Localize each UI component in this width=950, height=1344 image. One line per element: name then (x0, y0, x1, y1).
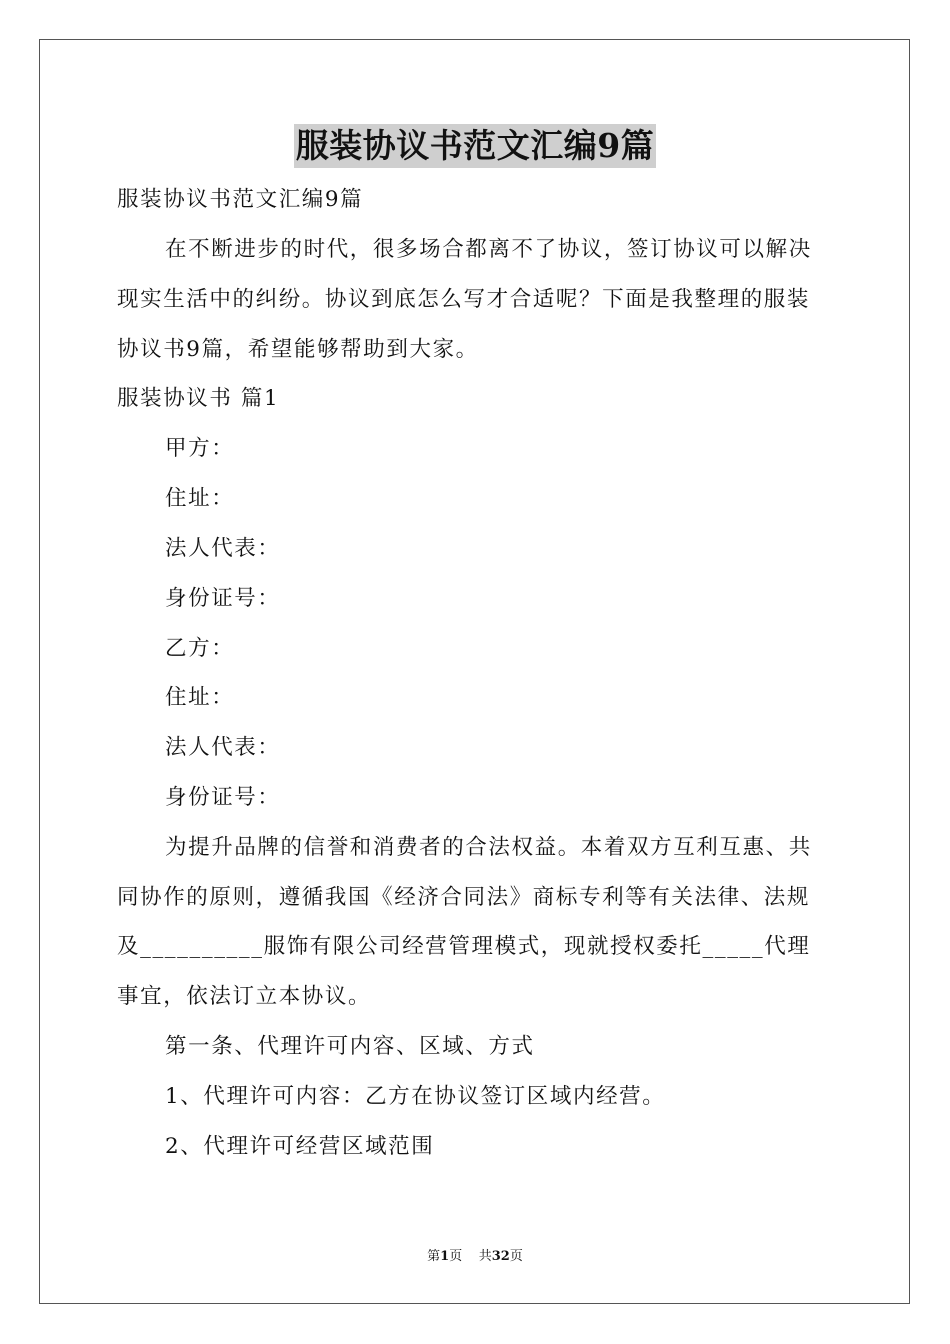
body-line: 事宜，依法订立本协议。 (117, 984, 372, 1009)
field-address: 住址： (165, 486, 235, 511)
page-footer (0, 1248, 950, 1266)
article-heading: 第一条、代理许可内容、区域、方式 (165, 1034, 535, 1059)
total-suffix: 页 (509, 1249, 523, 1264)
document-subtitle: 服装协议书范文汇编9篇 (117, 187, 364, 212)
page-suffix: 页 (449, 1249, 463, 1264)
field-legal-representative: 法人代表： (165, 735, 281, 760)
intro-line: 在不断进步的时代，很多场合都离不了协议，签订协议可以解决 (165, 237, 812, 262)
intro-line: 现实生活中的纠纷。协议到底怎么写才合适呢？下面是我整理的服装 (117, 287, 811, 312)
total-prefix: 共 (478, 1249, 492, 1264)
field-party-a: 甲方： (165, 436, 235, 461)
list-item: 2、代理许可经营区域范围 (165, 1134, 435, 1159)
body-line: 为提升品牌的信誉和消费者的合法权益。本着双方互利互惠、共 (165, 835, 812, 860)
field-address: 住址： (165, 685, 235, 710)
field-id-number: 身份证号： (165, 586, 281, 611)
title-block (0, 124, 950, 168)
intro-line: 协议书9篇，希望能够帮助到大家。 (117, 337, 479, 362)
document-title: 服装协议书范文汇编9篇 (294, 124, 656, 168)
field-id-number: 身份证号： (165, 785, 281, 810)
field-party-b: 乙方： (165, 636, 235, 661)
page-prefix: 第 (427, 1249, 441, 1264)
body-line: 同协作的原则，遵循我国《经济合同法》商标专利等有关法律、法规 (117, 885, 811, 910)
page-border (39, 39, 910, 1304)
body-line: 及__________服饰有限公司经营管理模式，现就授权委托_____代理 (117, 934, 811, 959)
field-legal-representative: 法人代表： (165, 536, 281, 561)
total-pages: 32 (491, 1249, 510, 1264)
section-heading: 服装协议书 篇1 (117, 386, 280, 411)
list-item: 1、代理许可内容：乙方在协议签订区域内经营。 (165, 1084, 666, 1109)
page-number: 1 (440, 1249, 450, 1264)
